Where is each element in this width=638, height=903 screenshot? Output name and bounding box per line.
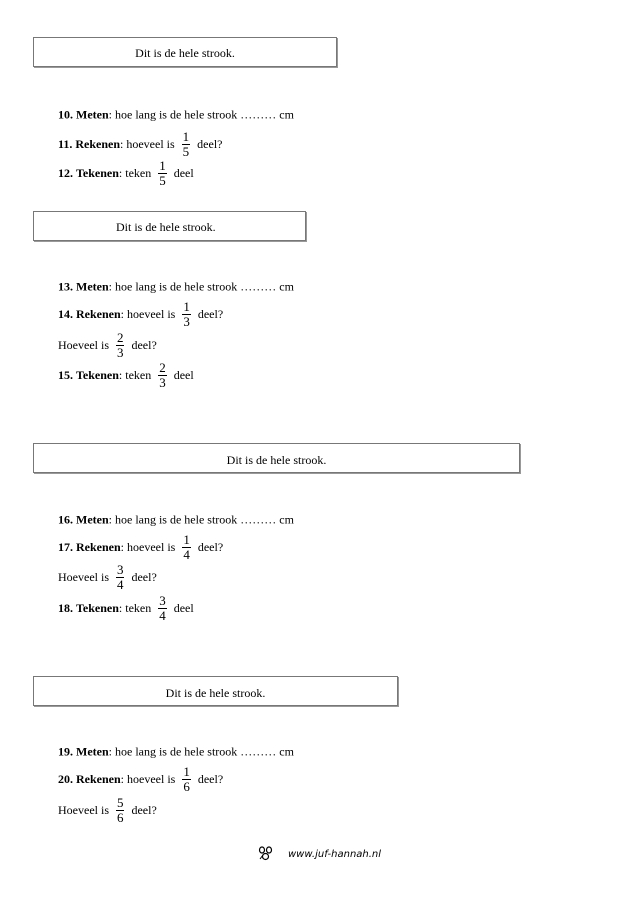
fraction-numerator: 2 bbox=[159, 360, 166, 375]
question-17b bbox=[58, 564, 157, 590]
question-keyword: Tekenen bbox=[76, 166, 119, 180]
question-text: : teken bbox=[118, 368, 152, 382]
question-13 bbox=[58, 272, 294, 298]
strip-4 bbox=[33, 676, 398, 706]
question-17 bbox=[58, 534, 223, 560]
fraction bbox=[116, 797, 125, 824]
fraction bbox=[116, 564, 125, 591]
question-number: 19. bbox=[58, 744, 73, 759]
fraction-denominator: 4 bbox=[183, 547, 190, 562]
question-suffix: deel? bbox=[197, 307, 224, 321]
question-number: 10. bbox=[58, 107, 73, 122]
fraction-denominator: 5 bbox=[159, 173, 166, 188]
strip-3 bbox=[33, 443, 520, 473]
question-suffix: deel bbox=[173, 601, 194, 615]
fraction bbox=[158, 362, 167, 389]
question-number: 12. bbox=[58, 166, 73, 180]
question-text: : teken bbox=[118, 166, 152, 180]
fraction bbox=[182, 766, 191, 793]
strip-1 bbox=[33, 37, 337, 67]
question-number: 13. bbox=[58, 279, 73, 294]
question-11 bbox=[58, 131, 222, 157]
question-number: 18. bbox=[58, 601, 73, 615]
fraction bbox=[158, 160, 167, 187]
fraction-numerator: 2 bbox=[116, 330, 124, 345]
fraction-denominator: 5 bbox=[182, 144, 190, 159]
fraction bbox=[158, 595, 167, 622]
strip-label: Dit is de hele strook. bbox=[116, 220, 216, 234]
question-number: 15. bbox=[58, 368, 73, 382]
strip-label: Dit is de hele strook. bbox=[226, 453, 327, 467]
question-keyword: Tekenen bbox=[76, 601, 119, 615]
question-text: : hoeveel is bbox=[120, 540, 176, 554]
fraction-denominator: 6 bbox=[183, 779, 190, 794]
question-text: : teken bbox=[118, 601, 152, 615]
question-20 bbox=[58, 766, 223, 792]
question-suffix: deel bbox=[173, 368, 194, 382]
question-19 bbox=[58, 737, 294, 763]
fraction-numerator: 1 bbox=[183, 532, 190, 547]
fraction bbox=[182, 534, 191, 561]
fraction-numerator: 3 bbox=[159, 593, 166, 608]
fraction-denominator: 3 bbox=[183, 314, 190, 329]
fraction bbox=[182, 131, 191, 158]
question-keyword: Meten bbox=[76, 107, 109, 122]
question-keyword: Rekenen bbox=[76, 307, 121, 321]
question-suffix: deel bbox=[173, 166, 194, 180]
fraction-denominator: 4 bbox=[159, 608, 166, 623]
fraction-numerator: 1 bbox=[182, 129, 190, 144]
fraction bbox=[182, 301, 191, 328]
footer-url[interactable]: www.juf-hannah.nl bbox=[288, 849, 382, 860]
question-keyword: Meten bbox=[76, 279, 109, 294]
question-text: Hoeveel is bbox=[58, 338, 109, 352]
question-text: : hoe lang is de hele strook ……… cm bbox=[108, 279, 294, 294]
fraction-denominator: 6 bbox=[116, 810, 124, 825]
question-text: : hoe lang is de hele strook ……… cm bbox=[108, 512, 294, 527]
question-number: 20. bbox=[58, 772, 73, 786]
question-suffix: deel? bbox=[131, 570, 157, 584]
fraction-numerator: 3 bbox=[116, 562, 124, 577]
fraction-numerator: 1 bbox=[159, 158, 166, 173]
question-number: 17. bbox=[58, 540, 73, 554]
question-10 bbox=[58, 100, 294, 126]
question-16 bbox=[58, 505, 294, 531]
question-number: 14. bbox=[58, 307, 73, 321]
fraction-numerator: 1 bbox=[183, 299, 190, 314]
fraction bbox=[116, 332, 125, 359]
strip-label: Dit is de hele strook. bbox=[165, 686, 266, 700]
question-text: : hoeveel is bbox=[120, 307, 176, 321]
question-keyword: Meten bbox=[76, 744, 109, 759]
footer bbox=[258, 845, 381, 864]
fraction-denominator: 3 bbox=[159, 375, 166, 390]
question-number: 16. bbox=[58, 512, 73, 527]
question-suffix: deel? bbox=[197, 540, 224, 554]
question-keyword: Rekenen bbox=[75, 137, 121, 151]
question-text: : hoeveel is bbox=[120, 772, 176, 786]
fraction-denominator: 4 bbox=[116, 577, 124, 592]
fraction-numerator: 1 bbox=[183, 764, 190, 779]
question-12 bbox=[58, 160, 194, 186]
question-text: : hoe lang is de hele strook ……… cm bbox=[108, 744, 294, 759]
strip-label: Dit is de hele strook. bbox=[135, 46, 235, 60]
question-suffix: deel? bbox=[131, 803, 157, 817]
question-15 bbox=[58, 362, 194, 388]
strip-2 bbox=[33, 211, 306, 241]
question-14 bbox=[58, 301, 223, 327]
question-suffix: deel? bbox=[131, 338, 157, 352]
question-suffix: deel? bbox=[197, 137, 223, 151]
question-20b bbox=[58, 797, 157, 823]
question-text: : hoeveel is bbox=[120, 137, 175, 151]
question-18 bbox=[58, 595, 194, 621]
question-keyword: Rekenen bbox=[76, 540, 121, 554]
paw-prints-icon bbox=[258, 845, 288, 864]
question-number: 11. bbox=[58, 137, 73, 151]
question-keyword: Rekenen bbox=[76, 772, 121, 786]
fraction-numerator: 5 bbox=[116, 795, 124, 810]
fraction-denominator: 3 bbox=[116, 345, 124, 360]
question-text: Hoeveel is bbox=[58, 803, 109, 817]
question-text: : hoe lang is de hele strook ……… cm bbox=[108, 107, 294, 122]
question-keyword: Tekenen bbox=[76, 368, 119, 382]
question-14b bbox=[58, 332, 157, 358]
question-text: Hoeveel is bbox=[58, 570, 109, 584]
question-keyword: Meten bbox=[76, 512, 109, 527]
question-suffix: deel? bbox=[197, 772, 224, 786]
